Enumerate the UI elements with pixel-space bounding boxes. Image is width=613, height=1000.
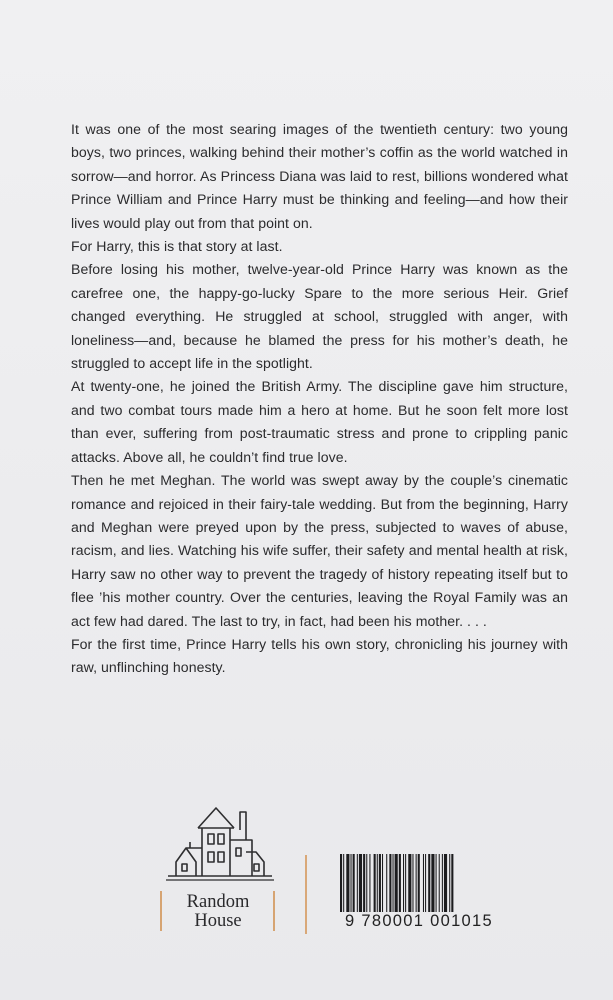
barcode-bar [389, 854, 391, 912]
house-icon [160, 800, 280, 890]
blurb-paragraph-5: Then he met Meghan. The world was swept away by the couple’s cinematic romance and rejoiced in their fairy-tale wedding. But from the beginning, Harry and Meghan were preyed upon by the press, subjected to waves of abuse, racism, and lies. Watching his wife suffer, their safety and mental health at risk, Harry saw no other way to prevent the tragedy of history repeating itself but to flee ’his mother country. Over the centuries, leaving the Royal Family was an act few had dared. The last to try, in fact, had been his mother. . . . [71, 472, 568, 629]
barcode-bar [442, 854, 443, 912]
barcode-bar [399, 854, 401, 912]
barcode-bar [431, 854, 434, 912]
logo-barcode-divider [305, 855, 307, 934]
publisher-name [168, 893, 268, 931]
barcode-bar [340, 854, 342, 912]
barcode-bar [374, 854, 376, 912]
barcode-bar [346, 854, 349, 912]
barcode-bar [451, 854, 453, 912]
barcode-bar [377, 854, 378, 912]
blurb-paragraph-1: It was one of the most searing images of the twentieth century: two young boys, two princes, walking behind their mother’s coffin as the world watched in sorrow—and horror. As Princess Diana was laid to rest, billions wondered what Prince William and Prince Harry must be thinking and feeling—and how their lives would play out from that point on. [71, 121, 568, 231]
blurb-text [71, 118, 568, 680]
barcode-bar [405, 854, 406, 912]
publisher-name-line2: House [194, 911, 242, 931]
barcode-bar [369, 854, 370, 912]
barcode-bar [343, 854, 344, 912]
barcode-bar [395, 854, 398, 912]
barcode-bar [436, 854, 437, 912]
logo-left-bar [160, 891, 162, 931]
blurb-paragraph-6: For the first time, Prince Harry tells his own story, chronicling his journey with raw, unflinching honesty. [71, 635, 568, 676]
barcode-bar [423, 854, 424, 912]
barcode-bar [386, 854, 387, 912]
barcode-bar [418, 854, 420, 912]
barcode-bar [359, 854, 362, 912]
barcode-bar [357, 854, 358, 912]
barcode-bar [444, 854, 447, 912]
blurb-paragraph-3: Before losing his mother, twelve-year-old Prince Harry was known as the carefree one, the happy-go-lucky Spare to the more serious Heir. Grief changed everything. He struggled at school, struggled with anger, with loneliness—and, because he blamed the press for his mother’s death, he struggled to accept life in the spotlight. [71, 261, 568, 372]
barcode-bar [416, 854, 417, 912]
barcode-bar [393, 854, 394, 912]
barcode-bar [412, 854, 413, 912]
barcode-bar [353, 854, 355, 912]
blurb-paragraph-2: For Harry, this is that story at last. [71, 238, 283, 255]
barcode-bar [425, 854, 426, 912]
barcode-bar [428, 854, 430, 912]
barcode-bar [403, 854, 404, 912]
barcode-bar [366, 854, 367, 912]
publisher-name-line1: Random [186, 892, 250, 912]
barcode-bar [382, 854, 383, 912]
barcode-bar [363, 854, 365, 912]
barcode-bar [439, 854, 440, 912]
blurb-paragraph-4: At twenty-one, he joined the British Army. The discipline gave him structure, and two combat tours made him a hero at home. But he soon felt more lost than ever, suffering from post-traumatic stress and prone to crippling panic attacks. Above all, he couldn’t find true love. [71, 378, 568, 465]
logo-right-bar [273, 891, 275, 931]
barcode-bar [408, 854, 411, 912]
barcode-bar [379, 854, 381, 912]
barcode-bar [449, 854, 450, 912]
isbn-number: 9 780001 001015 [345, 912, 493, 930]
barcode-bar [351, 854, 352, 912]
